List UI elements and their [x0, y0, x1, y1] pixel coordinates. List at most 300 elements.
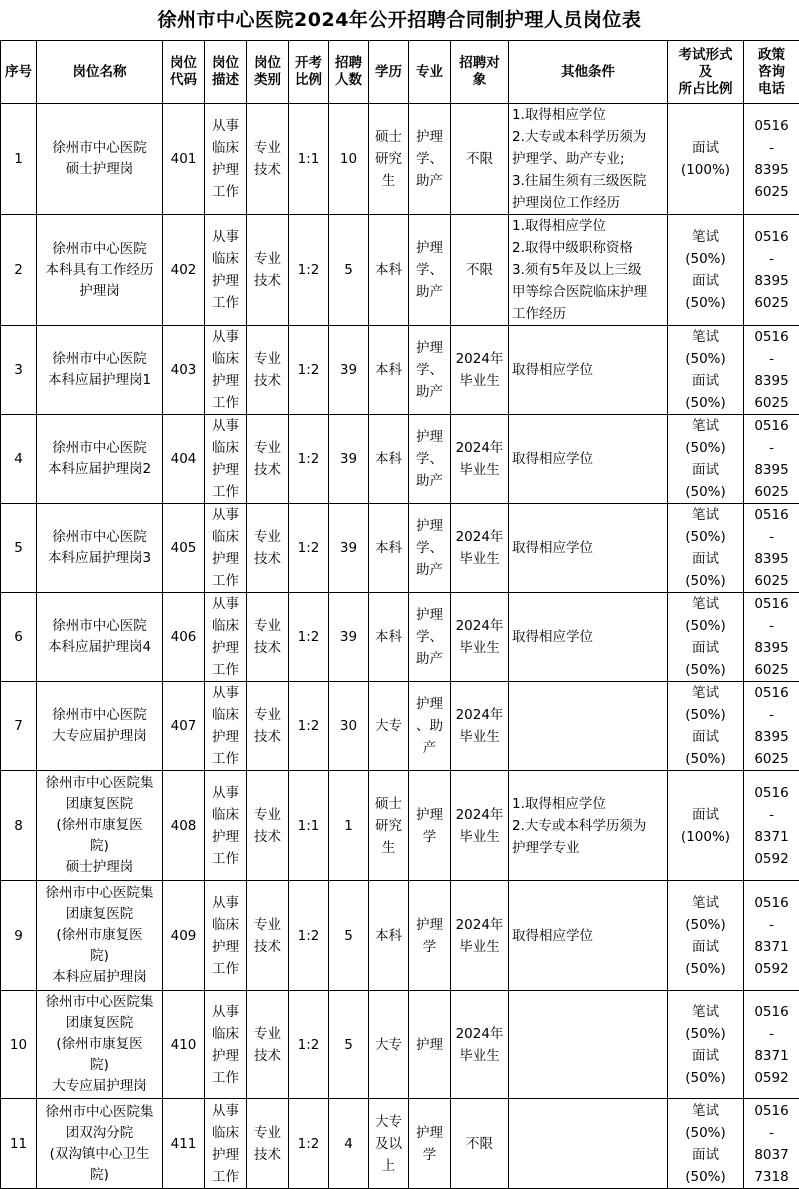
cell-position-name: [37, 326, 163, 415]
cell-exam-format-line: (50%): [670, 348, 741, 370]
cell-target-line: 毕业生: [453, 370, 506, 392]
cell-phone-line: -: [746, 615, 797, 637]
cell-position-desc-line: 工作: [207, 1067, 244, 1089]
cell-exam-format-line: 面试: [670, 270, 741, 292]
cell-other-conditions: [509, 326, 668, 415]
cell-major-line: 产: [411, 737, 448, 759]
cell-index-line: 10: [3, 1034, 34, 1056]
cell-position-type-line: 技术: [249, 459, 286, 481]
cell-target-line: 2024年: [453, 914, 506, 936]
cell-index-line: 7: [3, 715, 34, 737]
cell-other-conditions: [509, 1099, 668, 1189]
cell-other-conditions-line: 取得相应学位: [512, 925, 664, 947]
cell-position-name-line: 院): [39, 1055, 160, 1076]
cell-position-type-line: 技术: [249, 637, 286, 659]
cell-phone-line: -: [746, 137, 797, 159]
cell-position-name: [37, 771, 163, 881]
cell-phone-line: 6025: [746, 292, 797, 314]
cell-position-desc-line: 临床: [207, 348, 244, 370]
cell-index: [1, 771, 37, 881]
cell-position-name-line: 大专应届护理岗: [39, 1076, 160, 1097]
cell-position-type-line: 专业: [249, 615, 286, 637]
cell-position-desc-line: 工作: [207, 958, 244, 980]
header-position-desc: [205, 41, 247, 104]
cell-exam-ratio-line: 1:2: [291, 626, 326, 648]
cell-other-conditions: [509, 682, 668, 771]
table-row: [1, 104, 799, 215]
cell-position-type-line: 技术: [249, 826, 286, 848]
cell-other-conditions: [509, 991, 668, 1099]
cell-education-line: 本科: [371, 259, 406, 281]
cell-education-line: 生: [371, 837, 406, 859]
cell-position-type-line: 专业: [249, 526, 286, 548]
cell-index: [1, 1099, 37, 1189]
cell-index: [1, 593, 37, 682]
cell-education: [369, 415, 409, 504]
cell-index: [1, 504, 37, 593]
cell-position-name: [37, 415, 163, 504]
cell-exam-format: [668, 326, 744, 415]
cell-exam-format-line: 面试: [670, 637, 741, 659]
cell-education: [369, 1099, 409, 1189]
cell-exam-format-line: (50%): [670, 914, 741, 936]
cell-phone-line: 8395: [746, 637, 797, 659]
table-body: [1, 104, 799, 1189]
cell-target-line: 毕业生: [453, 726, 506, 748]
cell-position-name-line: (徐州市康复医: [39, 925, 160, 946]
cell-position-name-line: 院): [39, 836, 160, 857]
cell-exam-format-line: (50%): [670, 526, 741, 548]
cell-other-conditions: [509, 504, 668, 593]
cell-position-name-line: 硕士护理岗: [39, 857, 160, 878]
cell-hire-count-line: 39: [331, 359, 366, 381]
cell-phone-line: 8371: [746, 826, 797, 848]
cell-hire-count: [329, 593, 369, 682]
cell-position-desc-line: 工作: [207, 659, 244, 681]
cell-target: [451, 991, 509, 1099]
cell-position-desc: [205, 104, 247, 215]
cell-major-line: 学、: [411, 448, 448, 470]
cell-phone-line: 6025: [746, 481, 797, 503]
cell-other-conditions-line: 甲等综合医院临床护理: [512, 281, 664, 303]
cell-position-name: [37, 104, 163, 215]
cell-position-code: [163, 415, 205, 504]
cell-position-desc-line: 工作: [207, 748, 244, 770]
header-position-code-line: 岗位: [163, 55, 204, 72]
cell-position-name-line: 徐州市中心医院: [39, 438, 160, 459]
cell-education-line: 大专: [371, 1111, 406, 1133]
cell-exam-format-line: 笔试: [670, 1001, 741, 1023]
cell-position-type-line: 专业: [249, 1023, 286, 1045]
cell-education: [369, 682, 409, 771]
cell-position-name: [37, 593, 163, 682]
table-row: [1, 771, 799, 881]
cell-phone-line: -: [746, 526, 797, 548]
cell-phone-line: 0592: [746, 848, 797, 870]
cell-other-conditions-line: 取得相应学位: [512, 626, 664, 648]
header-position-name-line: 岗位名称: [37, 64, 162, 81]
cell-target-line: 毕业生: [453, 548, 506, 570]
cell-target: [451, 1099, 509, 1189]
cell-index-line: 6: [3, 626, 34, 648]
cell-position-name-line: 徐州市中心医院: [39, 705, 160, 726]
cell-phone-line: -: [746, 248, 797, 270]
cell-hire-count-line: 39: [331, 626, 366, 648]
cell-other-conditions-line: 3.须有5年及以上三级: [512, 259, 664, 281]
cell-position-type-line: 技术: [249, 726, 286, 748]
cell-phone-line: 8395: [746, 459, 797, 481]
cell-major-line: 学、: [411, 537, 448, 559]
cell-major-line: 护理: [411, 426, 448, 448]
cell-target: [451, 682, 509, 771]
cell-position-name-line: 本科应届护理岗3: [39, 548, 160, 569]
cell-position-type: [247, 504, 289, 593]
cell-exam-format-line: 笔试: [670, 593, 741, 615]
cell-exam-ratio: [289, 881, 329, 991]
cell-major: [409, 593, 451, 682]
cell-exam-format: [668, 415, 744, 504]
cell-phone-line: 6025: [746, 659, 797, 681]
cell-exam-format: [668, 881, 744, 991]
cell-position-name-line: 徐州市中心医院集: [39, 773, 160, 794]
cell-other-conditions-line: 护理学专业: [512, 837, 664, 859]
cell-position-code: [163, 1099, 205, 1189]
cell-position-desc-line: 临床: [207, 248, 244, 270]
cell-exam-ratio-line: 1:1: [291, 148, 326, 170]
cell-other-conditions: [509, 881, 668, 991]
cell-position-desc-line: 从事: [207, 326, 244, 348]
cell-position-name-line: 本科应届护理岗2: [39, 459, 160, 480]
cell-other-conditions-line: 护理岗位工作经历: [512, 192, 664, 214]
table-row: [1, 215, 799, 326]
header-other-conditions-line: 其他条件: [509, 64, 667, 81]
cell-position-type: [247, 415, 289, 504]
cell-position-desc: [205, 593, 247, 682]
cell-education-line: 本科: [371, 537, 406, 559]
cell-major: [409, 1099, 451, 1189]
cell-hire-count: [329, 991, 369, 1099]
cell-phone-line: 8395: [746, 159, 797, 181]
cell-exam-format-line: (50%): [670, 292, 741, 314]
cell-index-line: 4: [3, 448, 34, 470]
cell-major: [409, 504, 451, 593]
cell-position-type: [247, 593, 289, 682]
cell-exam-format-line: 面试: [670, 137, 741, 159]
header-position-type: [247, 41, 289, 104]
cell-position-desc-line: 护理: [207, 548, 244, 570]
header-education: [369, 41, 409, 104]
cell-exam-format: [668, 104, 744, 215]
cell-position-desc-line: 临床: [207, 704, 244, 726]
cell-exam-ratio-line: 1:2: [291, 925, 326, 947]
header-phone-line: 电话: [744, 81, 799, 98]
cell-major-line: 护理: [411, 1122, 448, 1144]
header-hire-count-line: 招聘: [329, 55, 368, 72]
cell-position-desc: [205, 682, 247, 771]
header-exam-ratio: [289, 41, 329, 104]
header-index: [1, 41, 37, 104]
cell-hire-count: [329, 215, 369, 326]
cell-position-type: [247, 215, 289, 326]
cell-major-line: 学、: [411, 626, 448, 648]
cell-target-line: 2024年: [453, 704, 506, 726]
cell-position-code-line: 402: [165, 259, 202, 281]
cell-position-name-line: 硕士护理岗: [39, 159, 160, 180]
cell-exam-format-line: (50%): [670, 570, 741, 592]
cell-exam-ratio: [289, 593, 329, 682]
cell-position-name: [37, 504, 163, 593]
cell-position-name-line: 本科具有工作经历: [39, 260, 160, 281]
cell-target-line: 毕业生: [453, 826, 506, 848]
cell-target: [451, 415, 509, 504]
table-row: [1, 415, 799, 504]
header-hire-count: [329, 41, 369, 104]
header-position-type-line: 岗位: [247, 55, 288, 72]
cell-phone-line: 0516: [746, 226, 797, 248]
cell-position-name-line: 徐州市中心医院集: [39, 992, 160, 1013]
header-phone-line: 咨询: [744, 64, 799, 81]
cell-position-name-line: 团双沟分院: [39, 1123, 160, 1144]
cell-position-code: [163, 991, 205, 1099]
header-exam-format-line: 所占比例: [668, 81, 743, 98]
cell-hire-count: [329, 326, 369, 415]
cell-hire-count: [329, 504, 369, 593]
cell-position-name-line: 团康复医院: [39, 904, 160, 925]
cell-exam-ratio: [289, 771, 329, 881]
cell-hire-count: [329, 682, 369, 771]
cell-position-name-line: (徐州市康复医: [39, 1034, 160, 1055]
cell-hire-count: [329, 1099, 369, 1189]
cell-phone-line: 0516: [746, 1100, 797, 1122]
cell-position-name: [37, 881, 163, 991]
cell-position-type: [247, 326, 289, 415]
cell-position-desc-line: 护理: [207, 370, 244, 392]
cell-target-line: 2024年: [453, 348, 506, 370]
cell-phone-line: -: [746, 804, 797, 826]
cell-major: [409, 326, 451, 415]
cell-major-line: 护理: [411, 914, 448, 936]
cell-target-line: 2024年: [453, 1023, 506, 1045]
cell-position-code: [163, 881, 205, 991]
cell-index: [1, 881, 37, 991]
cell-position-desc-line: 从事: [207, 892, 244, 914]
cell-major-line: 、助: [411, 715, 448, 737]
header-other-conditions: [509, 41, 668, 104]
cell-exam-format-line: (50%): [670, 248, 741, 270]
cell-phone-line: 0592: [746, 958, 797, 980]
cell-position-desc-line: 工作: [207, 392, 244, 414]
cell-exam-format-line: (50%): [670, 1122, 741, 1144]
cell-target-line: 2024年: [453, 437, 506, 459]
cell-position-desc: [205, 771, 247, 881]
cell-hire-count: [329, 415, 369, 504]
cell-phone-line: 6025: [746, 392, 797, 414]
cell-index: [1, 415, 37, 504]
cell-other-conditions: [509, 771, 668, 881]
cell-exam-format-line: (50%): [670, 1067, 741, 1089]
cell-position-name-line: 徐州市中心医院集: [39, 1102, 160, 1123]
cell-phone-line: 6025: [746, 748, 797, 770]
header-position-code-line: 代码: [163, 72, 204, 89]
cell-position-code-line: 403: [165, 359, 202, 381]
cell-education: [369, 215, 409, 326]
header-exam-format-line: 及: [668, 64, 743, 81]
cell-position-code-line: 408: [165, 815, 202, 837]
cell-exam-format-line: 面试: [670, 804, 741, 826]
cell-index-line: 5: [3, 537, 34, 559]
cell-position-desc: [205, 881, 247, 991]
cell-position-code: [163, 104, 205, 215]
cell-hire-count-line: 39: [331, 537, 366, 559]
cell-position-desc: [205, 415, 247, 504]
cell-phone-line: 0592: [746, 1067, 797, 1089]
cell-position-desc-line: 护理: [207, 826, 244, 848]
cell-position-type-line: 专业: [249, 248, 286, 270]
cell-position-desc: [205, 991, 247, 1099]
cell-position-desc-line: 临床: [207, 437, 244, 459]
cell-target-line: 毕业生: [453, 936, 506, 958]
cell-exam-format-line: (50%): [670, 1166, 741, 1188]
cell-phone: [744, 104, 799, 215]
table-row: [1, 504, 799, 593]
cell-position-type-line: 技术: [249, 936, 286, 958]
cell-phone: [744, 1099, 799, 1189]
cell-position-code-line: 406: [165, 626, 202, 648]
cell-education: [369, 593, 409, 682]
cell-target: [451, 215, 509, 326]
cell-exam-format: [668, 504, 744, 593]
cell-phone-line: 8037: [746, 1144, 797, 1166]
cell-position-type-line: 技术: [249, 159, 286, 181]
cell-position-type-line: 专业: [249, 1122, 286, 1144]
cell-phone-line: 0516: [746, 326, 797, 348]
cell-phone-line: -: [746, 914, 797, 936]
cell-other-conditions-line: 1.取得相应学位: [512, 793, 664, 815]
cell-exam-ratio-line: 1:2: [291, 1034, 326, 1056]
cell-phone-line: 7318: [746, 1166, 797, 1188]
cell-position-desc-line: 临床: [207, 1122, 244, 1144]
cell-exam-format-line: 笔试: [670, 326, 741, 348]
cell-exam-format-line: 面试: [670, 936, 741, 958]
cell-exam-format: [668, 682, 744, 771]
cell-index-line: 9: [3, 925, 34, 947]
cell-exam-ratio: [289, 991, 329, 1099]
header-exam-format: [668, 41, 744, 104]
cell-phone: [744, 682, 799, 771]
cell-position-desc: [205, 326, 247, 415]
cell-position-name-line: (双沟镇中心卫生: [39, 1144, 160, 1165]
table-row: [1, 1099, 799, 1189]
cell-exam-format-line: 面试: [670, 1144, 741, 1166]
cell-other-conditions-line: 2.取得中级职称资格: [512, 237, 664, 259]
cell-exam-format-line: (50%): [670, 1023, 741, 1045]
cell-phone: [744, 415, 799, 504]
cell-target-line: 毕业生: [453, 637, 506, 659]
cell-position-name-line: 徐州市中心医院集: [39, 883, 160, 904]
cell-position-type-line: 专业: [249, 437, 286, 459]
cell-position-name-line: 护理岗: [39, 281, 160, 302]
cell-position-name: [37, 1099, 163, 1189]
cell-position-type-line: 技术: [249, 548, 286, 570]
cell-exam-format-line: 笔试: [670, 682, 741, 704]
cell-target-line: 2024年: [453, 804, 506, 826]
header-hire-count-line: 人数: [329, 72, 368, 89]
header-position-desc-line: 岗位: [205, 55, 246, 72]
cell-major: [409, 991, 451, 1099]
cell-index: [1, 682, 37, 771]
cell-phone: [744, 326, 799, 415]
cell-position-name-line: 大专应届护理岗: [39, 726, 160, 747]
cell-position-code: [163, 504, 205, 593]
cell-target-line: 不限: [453, 148, 506, 170]
cell-target-line: 2024年: [453, 526, 506, 548]
cell-major-line: 护理: [411, 126, 448, 148]
table-row: [1, 881, 799, 991]
cell-target-line: 2024年: [453, 615, 506, 637]
cell-position-type: [247, 1099, 289, 1189]
cell-position-desc-line: 护理: [207, 637, 244, 659]
cell-major-line: 学: [411, 1144, 448, 1166]
cell-position-desc-line: 工作: [207, 570, 244, 592]
cell-major-line: 护理: [411, 693, 448, 715]
cell-major-line: 学、: [411, 359, 448, 381]
cell-index-line: 11: [3, 1133, 34, 1155]
cell-exam-format: [668, 991, 744, 1099]
cell-exam-format-line: (50%): [670, 659, 741, 681]
header-exam-ratio-line: 开考: [289, 55, 328, 72]
cell-other-conditions-line: 2.大专或本科学历须为: [512, 815, 664, 837]
cell-other-conditions-line: 护理学、助产专业;: [512, 148, 664, 170]
cell-position-desc-line: 临床: [207, 804, 244, 826]
header-exam-ratio-line: 比例: [289, 72, 328, 89]
cell-phone-line: 0516: [746, 1001, 797, 1023]
cell-position-desc-line: 护理: [207, 1045, 244, 1067]
cell-education-line: 大专: [371, 1034, 406, 1056]
cell-exam-ratio: [289, 415, 329, 504]
cell-other-conditions-line: 取得相应学位: [512, 448, 664, 470]
cell-exam-ratio: [289, 1099, 329, 1189]
cell-major-line: 护理: [411, 804, 448, 826]
cell-major-line: 助产: [411, 170, 448, 192]
cell-position-desc-line: 从事: [207, 682, 244, 704]
cell-position-name: [37, 682, 163, 771]
cell-phone: [744, 771, 799, 881]
cell-position-code: [163, 771, 205, 881]
cell-exam-format: [668, 771, 744, 881]
header-index-line: 序号: [1, 64, 36, 81]
cell-exam-format-line: (50%): [670, 958, 741, 980]
cell-phone-line: 0516: [746, 593, 797, 615]
cell-position-desc-line: 工作: [207, 848, 244, 870]
cell-exam-format-line: 笔试: [670, 226, 741, 248]
cell-position-desc: [205, 504, 247, 593]
table-row: [1, 326, 799, 415]
cell-major-line: 助产: [411, 281, 448, 303]
cell-other-conditions-line: 1.取得相应学位: [512, 104, 664, 126]
cell-target-line: 不限: [453, 259, 506, 281]
cell-index: [1, 326, 37, 415]
cell-index: [1, 104, 37, 215]
cell-position-desc: [205, 215, 247, 326]
cell-education-line: 研究: [371, 148, 406, 170]
cell-exam-format-line: 面试: [670, 459, 741, 481]
cell-exam-format-line: 笔试: [670, 892, 741, 914]
cell-phone-line: 8371: [746, 936, 797, 958]
cell-major: [409, 104, 451, 215]
cell-hire-count: [329, 771, 369, 881]
cell-other-conditions-line: 2.大专或本科学历须为: [512, 126, 664, 148]
cell-position-name: [37, 215, 163, 326]
